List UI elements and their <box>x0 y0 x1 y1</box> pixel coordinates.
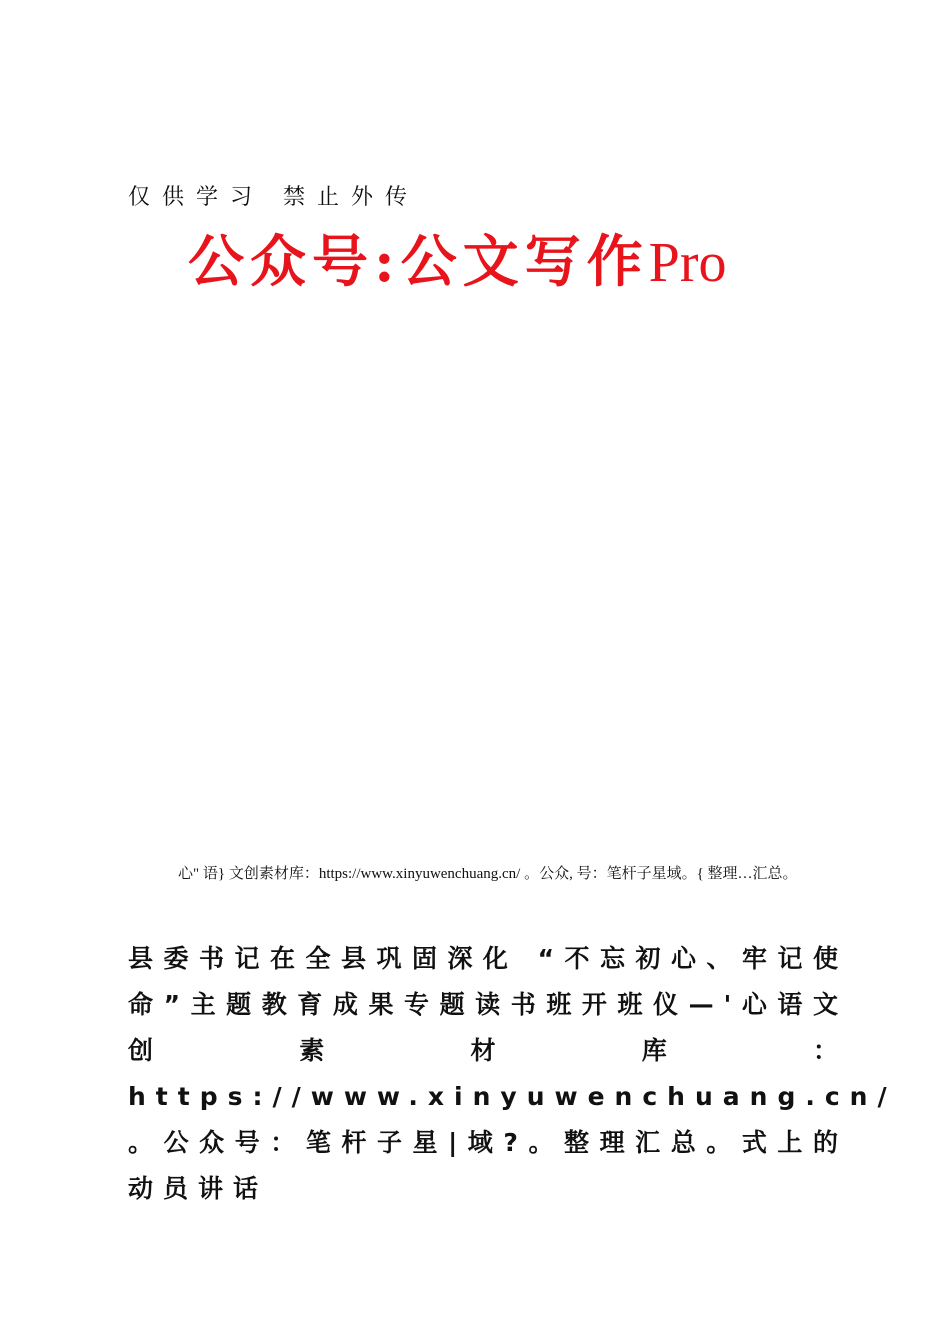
document-title: 县委书记在全县巩固深化 “不忘初心、牢记使命”主题教育成果专题读书班开班仪—'心语文创素材库：https://www.xinyuwenchuang.cn/ 。公众号：笔杆子星|域?。整理汇总。式上的动员讲话 <box>128 944 897 1203</box>
banner-chinese-text: 公众号:公文写作 <box>188 229 649 295</box>
banner-pro-text: Pro <box>648 232 727 294</box>
source-note: 心" 语} 文创素材库：https://www.xinyuwenchuang.cn/ 。公众, 号：笔杆子星域。{ 整理…汇总。 <box>178 866 798 882</box>
restriction-notice: 仅供学习 禁止外传 <box>128 185 419 210</box>
wechat-account-banner <box>188 226 726 299</box>
